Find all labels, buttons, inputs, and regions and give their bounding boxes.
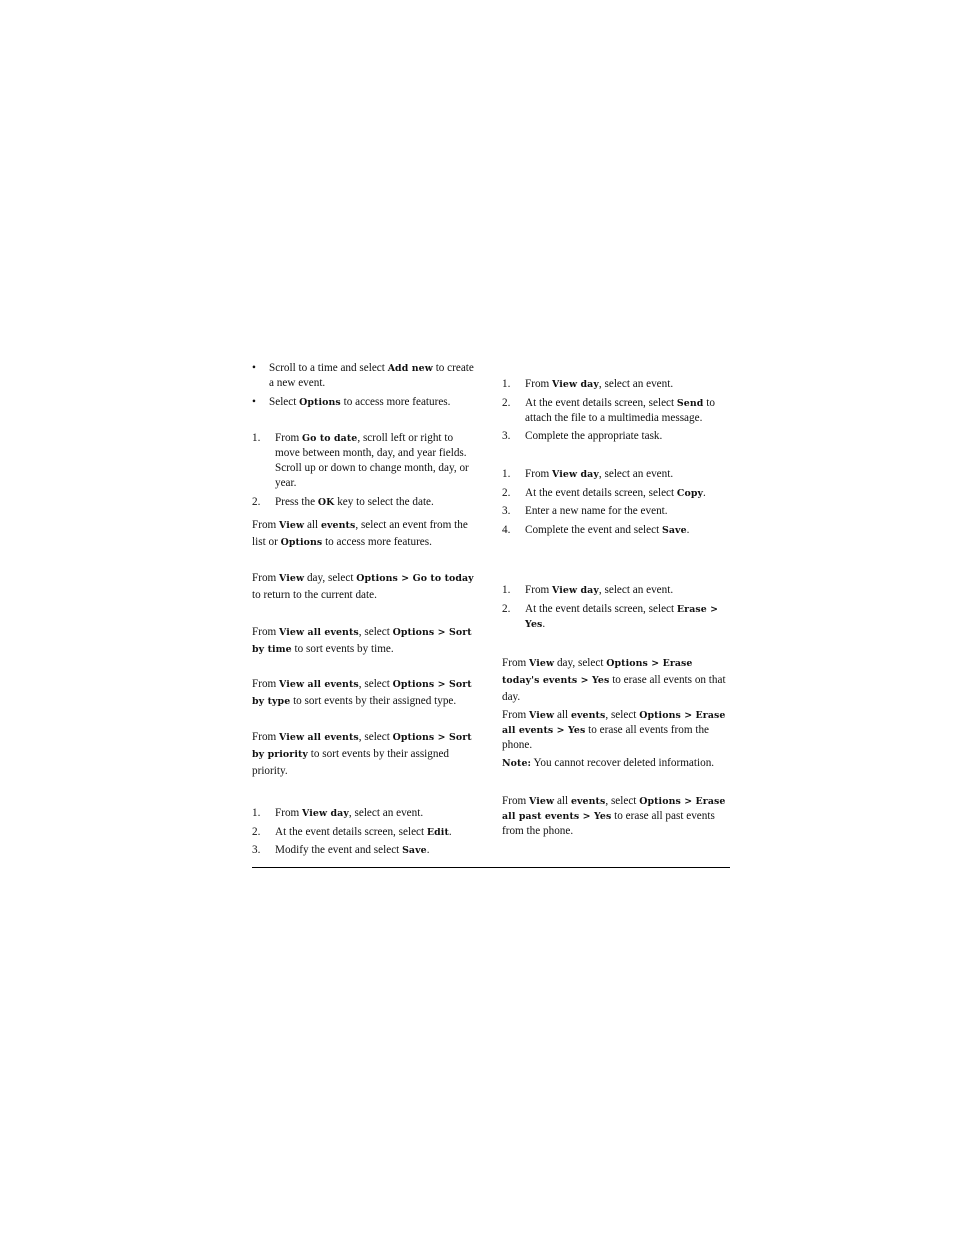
footer-rule: [252, 867, 730, 868]
step-number: 2.: [502, 602, 511, 615]
note-paragraph: Note: You cannot recover deleted information.: [502, 757, 715, 769]
erase-event-steps: [502, 583, 730, 635]
step-item: 3. Complete the appropriate task.: [502, 430, 663, 442]
step-item: 1. From View day, select an event.: [502, 378, 674, 390]
step-number: 1.: [252, 432, 261, 444]
erase-past-paragraph: From View all events, select Options > Erase all past events > Yes to erase all past events from the phone.: [502, 795, 726, 837]
step-number: 2.: [252, 825, 261, 838]
erase-today-paragraph: From View day, select Options > Erase today's events > Yes to erase all events on that day.: [502, 657, 726, 703]
step-number: 4.: [502, 523, 511, 536]
command-options: Options: [299, 396, 341, 408]
step-item: 2. At the event details screen, select Send to attach the file to a multimedia message.: [502, 396, 715, 424]
day-view-bullets: [252, 361, 480, 413]
step-item: 3. Enter a new name for the event.: [502, 505, 668, 517]
bullet-icon: •: [252, 362, 256, 374]
bullet-item: • Scroll to a time and select Add new to create a new event.: [252, 362, 474, 389]
erase-all-paragraph: From View all events, select Options > Erase all events > Yes to erase all events from the phone.: [502, 709, 726, 751]
step-number: 3.: [252, 844, 261, 856]
step-number: 1.: [502, 584, 511, 596]
copy-event-steps: [502, 467, 730, 541]
step-number: 3.: [502, 505, 511, 517]
bullet-item: • Select Options to access more features.: [252, 395, 451, 408]
step-item: 2. At the event details screen, select Edit.: [252, 825, 452, 838]
step-item: 1. From View day, select an event.: [252, 807, 424, 819]
step-item: 3. Modify the event and select Save.: [252, 844, 430, 856]
step-number: 3.: [502, 430, 511, 442]
step-item: 1. From View day, select an event.: [502, 584, 674, 596]
step-number: 2.: [502, 486, 511, 499]
edit-event-steps: [252, 806, 480, 862]
go-to-date-steps: [252, 431, 480, 513]
sort-by-priority-paragraph: From View all events, select Options > Sort by priority to sort events by their assigned priority.: [252, 731, 472, 777]
step-item: 2. At the event details screen, select Erase > Yes.: [502, 602, 719, 630]
command-add-new: Add new: [387, 363, 433, 374]
note-label: Note:: [502, 758, 532, 769]
step-number: 2.: [502, 396, 511, 409]
step-item: 2. At the event details screen, select Copy.: [502, 486, 706, 499]
step-number: 1.: [252, 807, 261, 819]
bullet-icon: •: [252, 395, 256, 408]
go-to-today-paragraph: From View day, select Options > Go to today to return to the current date.: [252, 572, 474, 601]
send-event-steps: [502, 377, 730, 448]
step-item: 1. From View day, select an event.: [502, 468, 674, 480]
step-number: 2.: [252, 495, 261, 508]
step-number: 1.: [502, 378, 511, 390]
sort-by-type-paragraph: From View all events, select Options > Sort by type to sort events by their assigned type.: [252, 678, 472, 707]
view-all-events-paragraph: From View all events, select an event from the list or Options to access more features.: [252, 519, 468, 548]
step-item: 1. From Go to date, scroll left or right to move between month, day, and year fields. Scroll up or down to change month, day, or year.: [252, 432, 469, 489]
step-number: 1.: [502, 468, 511, 480]
sort-by-time-paragraph: From View all events, select Options > Sort by time to sort events by time.: [252, 626, 472, 655]
step-item: 4. Complete the event and select Save.: [502, 523, 690, 536]
step-item: 2. Press the OK key to select the date.: [252, 495, 434, 508]
